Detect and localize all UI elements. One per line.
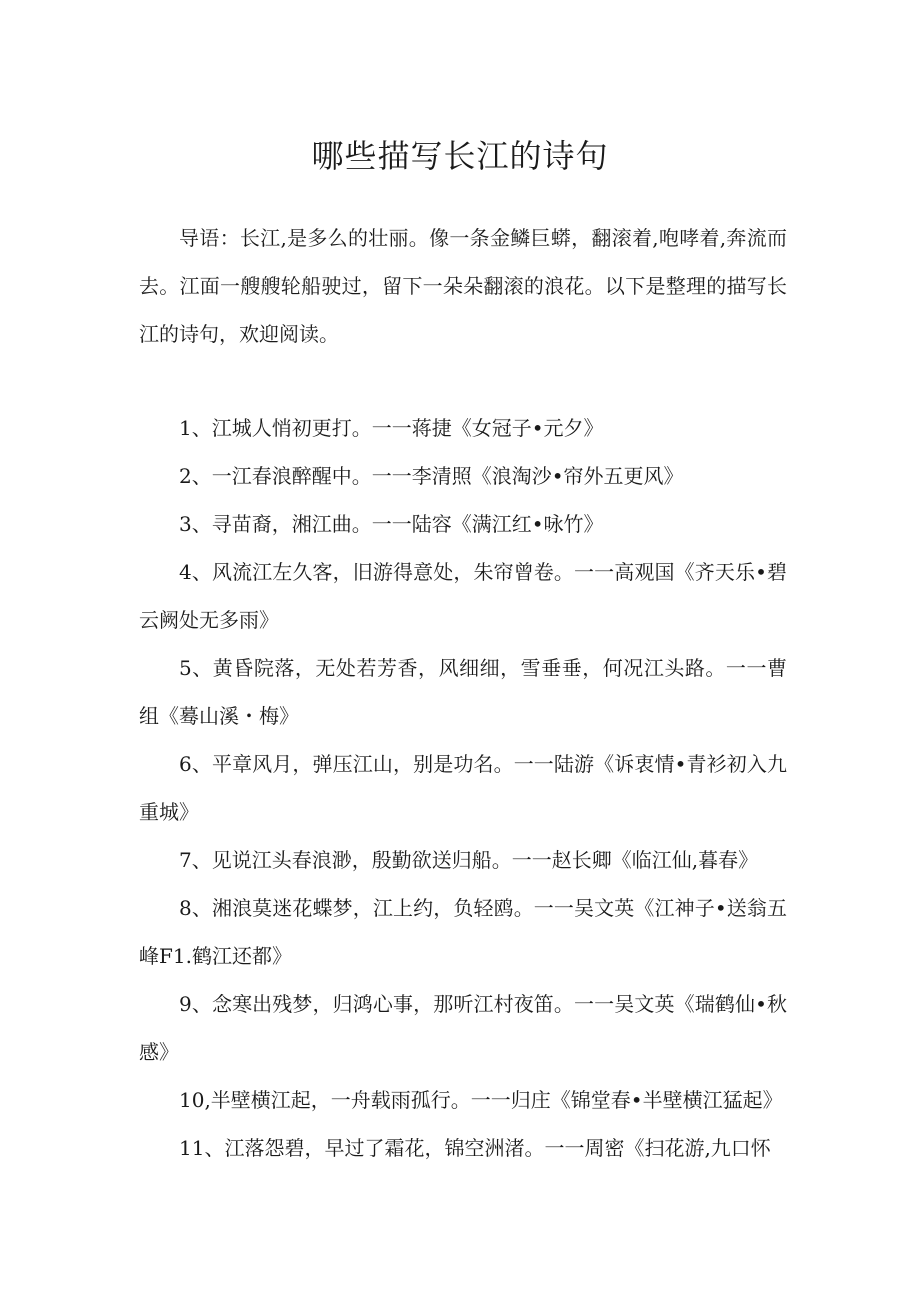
intro-paragraph: 导语：长江,是多么的壮丽。像一条金鳞巨蟒，翻滚着,咆哮着,奔流而去。江面一艘艘轮船驶过，留下一朵朵翻滚的浪花。以下是整理的描写长江的诗句，欢迎阅读。 xyxy=(139,226,787,346)
poem-list xyxy=(139,404,787,1172)
poem-item-11: 11、江落怨碧，早过了霜花，锦空洲渚。一一周密《扫花游,九口怀 xyxy=(179,1136,771,1160)
poem-item-5: 5、黄昏院落，无处若芳香，风细细，雪垂垂，何况江头路。一一曹组《蓦山溪・梅》 xyxy=(139,656,787,728)
poem-item-6: 6、平章风月，弹压江山，别是功名。一一陆游《诉衷情•青衫初入九重城》 xyxy=(139,752,787,824)
document-title: 哪些描写长江的诗句 xyxy=(311,137,609,175)
poem-item-10: 10,半壁横江起，一舟载雨孤行。一一归庄《锦堂春•半壁横江猛起》 xyxy=(179,1088,783,1112)
poem-item-7: 7、见说江头春浪渺，殷勤欲送归船。一一赵长卿《临江仙,暮春》 xyxy=(179,848,759,872)
poem-item-2: 2、一江春浪醉醒中。一一李清照《浪淘沙•帘外五更风》 xyxy=(179,464,684,488)
poem-item-8: 8、湘浪莫迷花蝶梦，江上约，负轻鸥。一一吴文英《江神子•送翁五峰F1.鹤江还都》 xyxy=(139,896,787,968)
poem-item-4: 4、风流江左久客，旧游得意处，朱帘曾卷。一一高观国《齐天乐•碧云阙处无多雨》 xyxy=(139,560,787,632)
poem-item-3: 3、寻苗裔，湘江曲。一一陆容《满江红•咏竹》 xyxy=(179,512,604,536)
poem-item-9: 9、念寒出残梦，归鸿心事，那听江村夜笛。一一吴文英《瑞鹤仙•秋感》 xyxy=(139,992,787,1064)
poem-item-1: 1、江城人悄初更打。一一蒋捷《女冠子•元夕》 xyxy=(179,416,604,440)
